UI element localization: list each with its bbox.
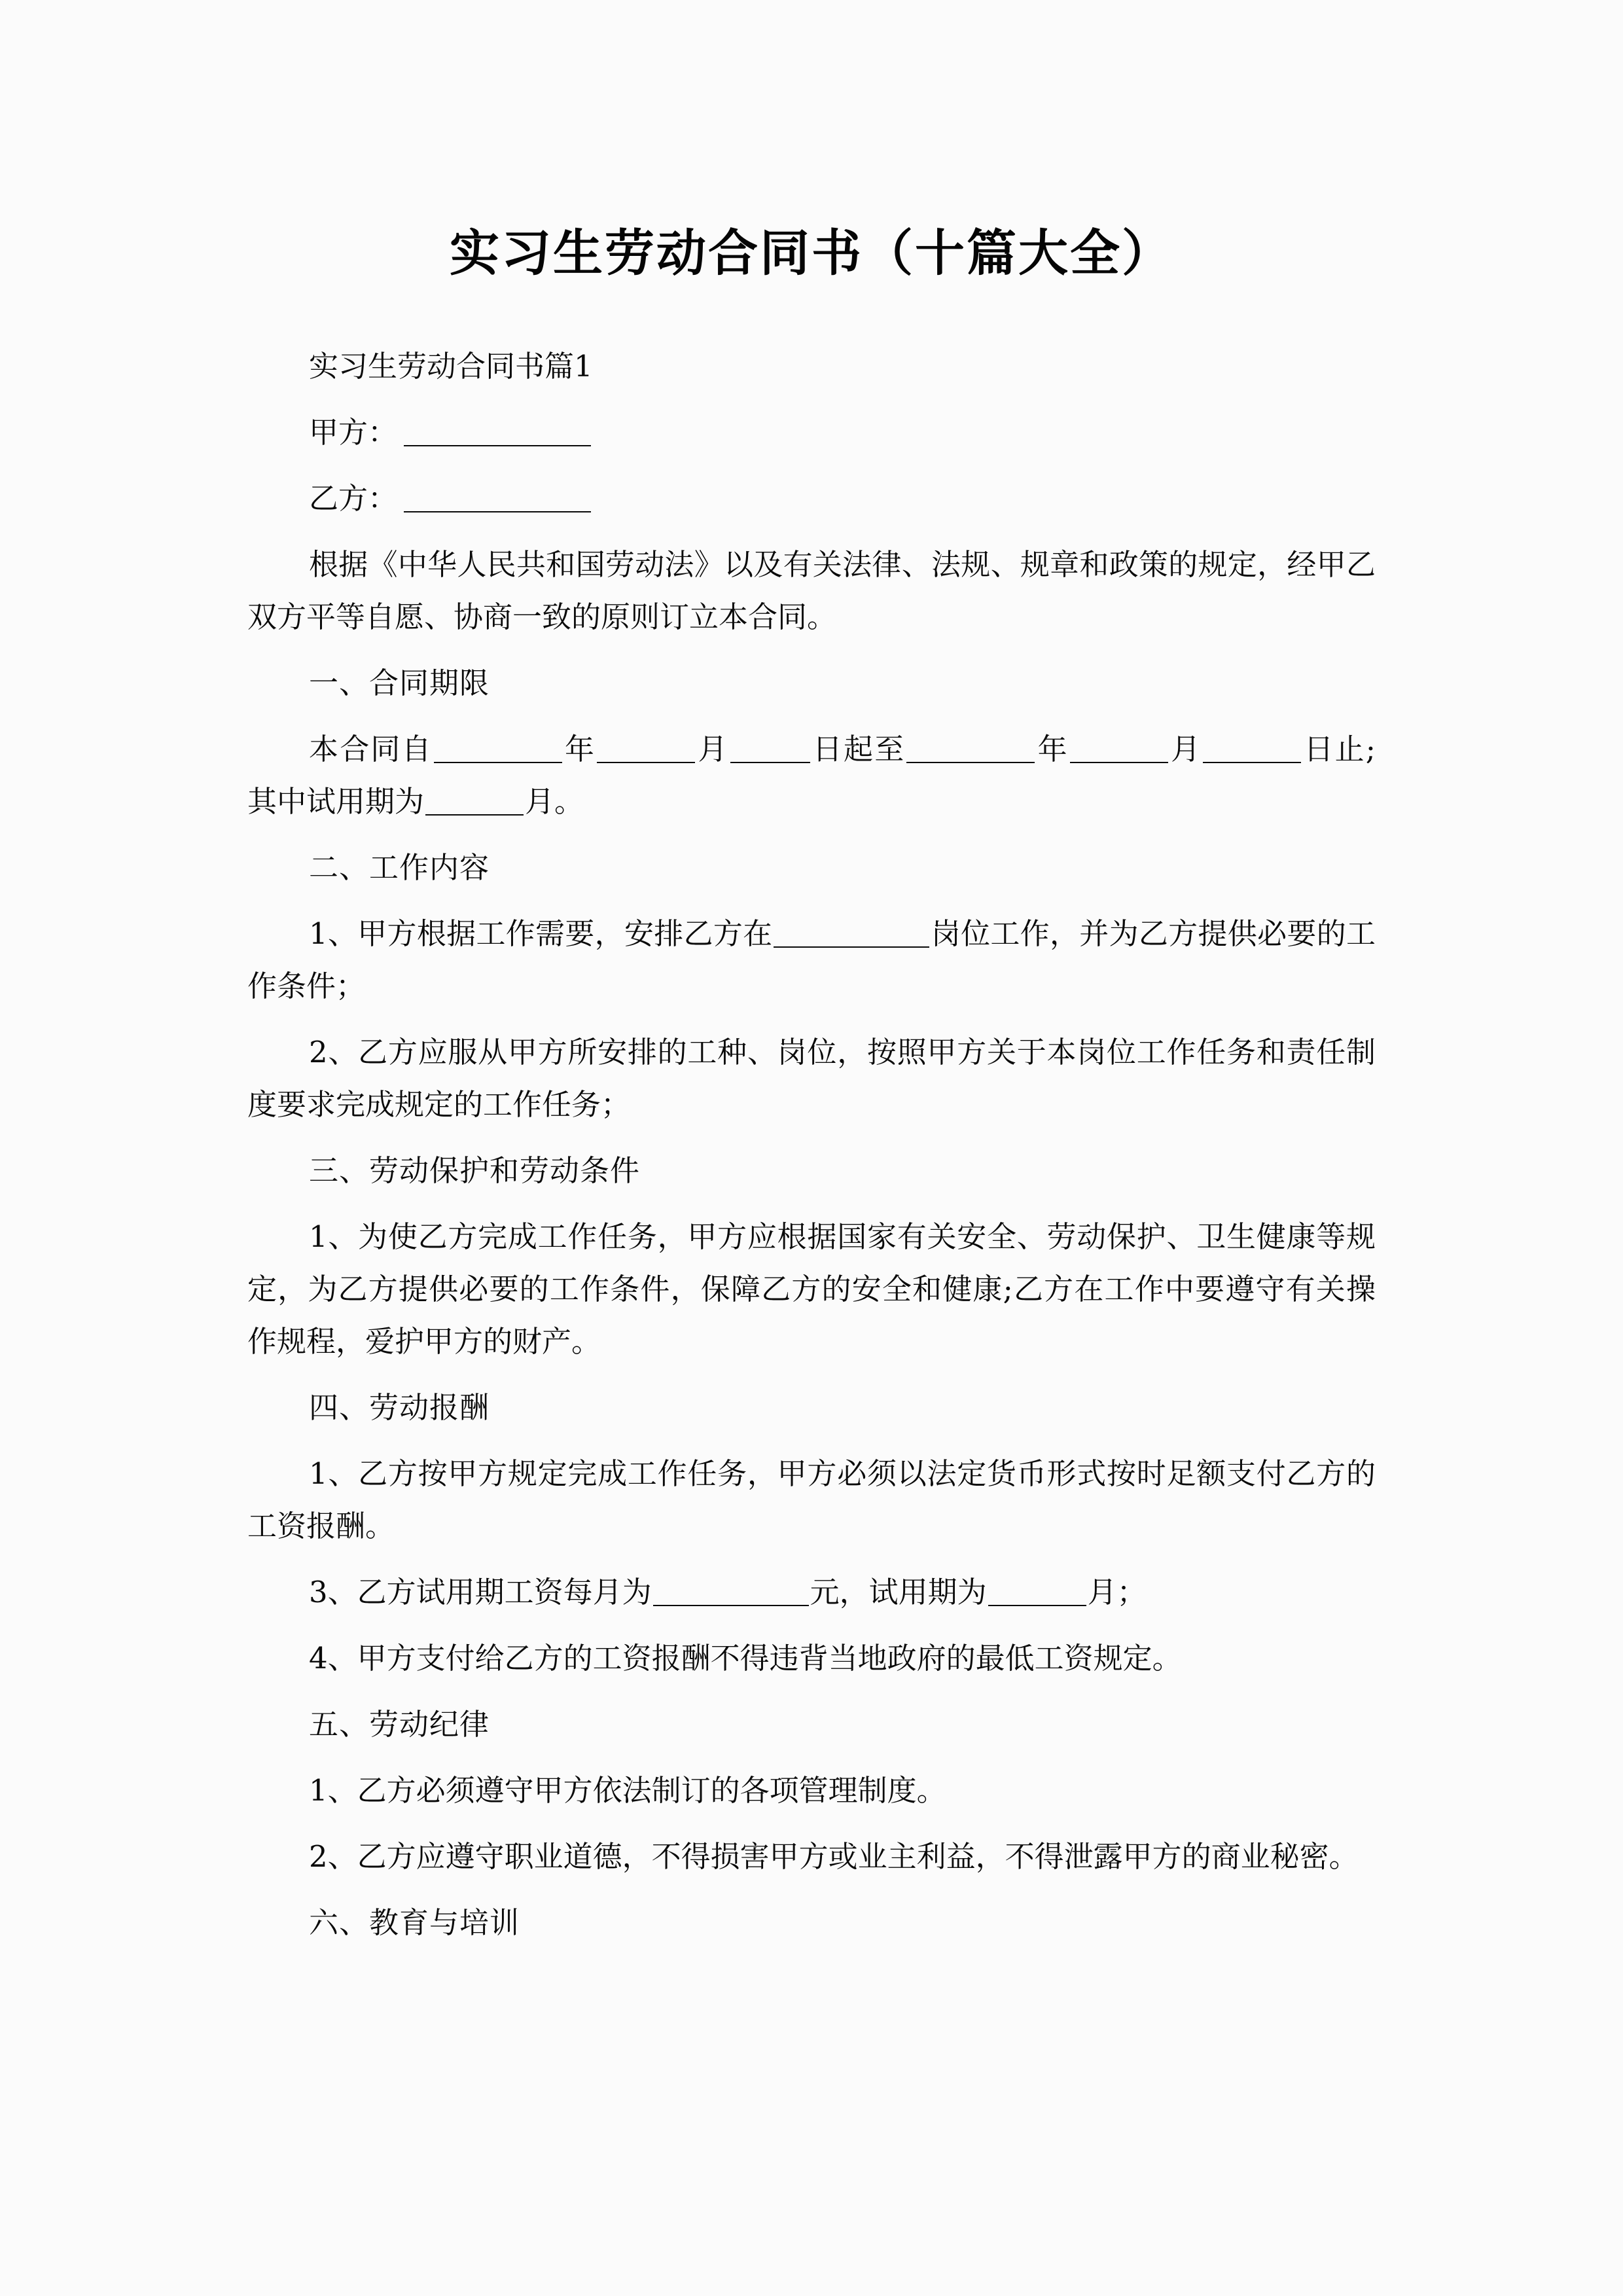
item-text: 3、乙方试用期工资每月为 [309, 1575, 652, 1609]
item-text: 年 [1036, 732, 1069, 766]
item-text: 岗位工作，并为乙方提供必要的工作条件； [247, 916, 1376, 1003]
item-text: 日止;其中试用期为 [247, 732, 1376, 819]
party-b-blank[interactable] [404, 489, 591, 512]
section-item [247, 1566, 1376, 1619]
fill-in-blank[interactable] [597, 738, 695, 763]
fill-in-blank[interactable] [653, 1581, 809, 1606]
fill-in-blank[interactable] [425, 791, 524, 816]
item-text: 月 [696, 732, 729, 766]
section-heading: 五、劳动纪律 [309, 1707, 490, 1742]
fill-in-blank[interactable] [434, 738, 562, 763]
page-title: 实习生劳动合同书（十篇大全） [450, 223, 1173, 282]
item-text: 本合同自 [309, 732, 433, 766]
item-text: 年 [563, 732, 596, 766]
section-item: 1、为使乙方完成工作任务，甲方应根据国家有关安全、劳动保护、卫生健康等规定，为乙方提供必要的工作条件，保障乙方的安全和健康;乙方在工作中要遵守有关操作规程，爱护甲方的财产。 [247, 1219, 1376, 1359]
item-text: 日起至 [811, 732, 906, 766]
section-heading: 一、合同期限 [309, 666, 490, 700]
section-item: 1、乙方按甲方规定完成工作任务，甲方必须以法定货币形式按时足额支付乙方的工资报酬。 [247, 1456, 1376, 1543]
item-text: 月。 [525, 784, 584, 819]
fill-in-blank[interactable] [1203, 738, 1301, 763]
section-heading: 四、劳动报酬 [309, 1390, 490, 1425]
section-item [247, 723, 1376, 828]
section-heading: 六、教育与培训 [309, 1905, 520, 1940]
party-b-line [247, 473, 1376, 525]
fill-in-blank[interactable] [988, 1581, 1086, 1606]
section-item: 4、甲方支付给乙方的工资报酬不得违背当地政府的最低工资规定。 [309, 1641, 1182, 1676]
sections-container [247, 657, 1376, 1949]
subtitle-line: 实习生劳动合同书篇1 [309, 349, 593, 384]
section-item [247, 908, 1376, 1013]
item-text: 1、甲方根据工作需要，安排乙方在 [309, 916, 773, 951]
fill-in-blank[interactable] [774, 923, 929, 948]
fill-in-blank[interactable] [1070, 738, 1168, 763]
party-a-blank[interactable] [404, 423, 591, 446]
item-text: 月 [1169, 732, 1202, 766]
section-item: 2、乙方应遵守职业道德，不得损害甲方或业主利益，不得泄露甲方的商业秘密。 [309, 1839, 1359, 1874]
party-a-label: 甲方： [309, 415, 398, 450]
section-heading: 三、劳动保护和劳动条件 [309, 1153, 641, 1188]
party-b-label: 乙方： [309, 481, 398, 516]
party-a-line [247, 406, 1376, 459]
preamble-paragraph: 根据《中华人民共和国劳动法》以及有关法律、法规、规章和政策的规定，经甲乙双方平等自愿、协商一致的原则订立本合同。 [247, 547, 1376, 634]
section-heading: 二、工作内容 [309, 850, 490, 885]
section-item: 2、乙方应服从甲方所安排的工种、岗位，按照甲方关于本岗位工作任务和责任制度要求完成规定的工作任务； [247, 1035, 1376, 1122]
fill-in-blank[interactable] [730, 738, 810, 763]
fill-in-blank[interactable] [906, 738, 1035, 763]
item-text: 元，试用期为 [810, 1575, 987, 1609]
document-body [247, 340, 1376, 1963]
item-text: 月； [1087, 1575, 1147, 1609]
section-item: 1、乙方必须遵守甲方依法制订的各项管理制度。 [309, 1773, 946, 1808]
